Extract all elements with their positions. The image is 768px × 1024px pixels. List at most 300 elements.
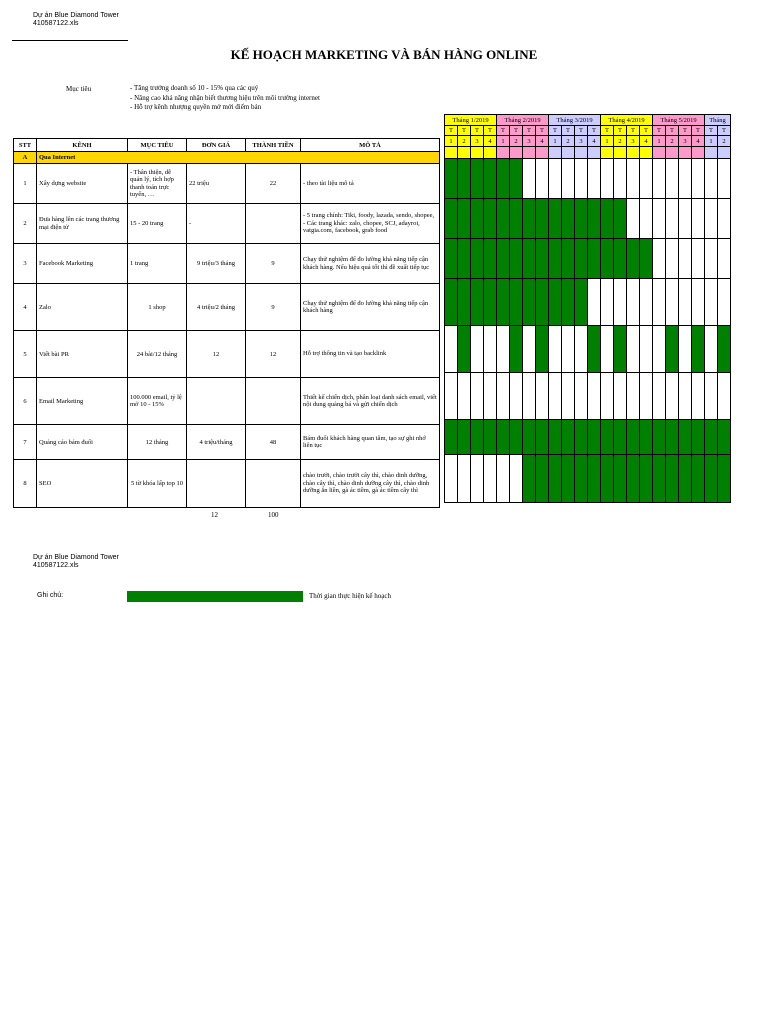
gantt-row: [445, 159, 731, 199]
gantt-week-letter: T: [653, 126, 666, 136]
gantt-week-letter: T: [575, 126, 588, 136]
gantt-week-letter: T: [692, 126, 705, 136]
gantt-week-letter: T: [458, 126, 471, 136]
gantt-cell: [718, 159, 731, 199]
file-name: 410587122.xls: [33, 562, 79, 569]
cell-kenh: Email Marketing: [37, 378, 128, 425]
gantt-section-cell: [523, 147, 536, 159]
page-title: KẾ HOẠCH MARKETING VÀ BÁN HÀNG ONLINE: [230, 47, 538, 62]
gantt-section-cell: [640, 147, 653, 159]
gantt-cell: [666, 239, 679, 279]
gantt-cell: [679, 279, 692, 326]
cell-thanh-tien: [246, 204, 301, 244]
gantt-cell: [601, 279, 614, 326]
cell-don-gia: [187, 460, 246, 508]
gantt-cell-active: [458, 239, 471, 279]
cell-kenh: Xây dựng website: [37, 164, 128, 204]
gantt-cell-active: [497, 279, 510, 326]
gantt-cell-active: [601, 455, 614, 503]
gantt-cell: [666, 199, 679, 239]
gantt-cell: [588, 159, 601, 199]
gantt-cell: [523, 159, 536, 199]
gantt-cell: [497, 455, 510, 503]
gantt-cell: [614, 373, 627, 420]
gantt-cell-active: [523, 199, 536, 239]
gantt-cell-active: [718, 326, 731, 373]
table-row: [14, 425, 440, 460]
gantt-row: [445, 199, 731, 239]
cell-mo-ta: Chạy thử nghiệm để đo lường khả năng tiếp cận khách hàng. Nếu hiệu quả tốt thì đề xuất tiếp tục: [301, 244, 440, 284]
col-thanh-tien: THÀNH TIỀN: [246, 139, 301, 152]
gantt-row: [445, 455, 731, 503]
gantt-letter-row: [445, 126, 731, 136]
gantt-cell: [575, 326, 588, 373]
gantt-cell-active: [497, 239, 510, 279]
cell-muc-tieu: 24 bài/12 tháng: [128, 331, 187, 378]
gantt-week-letter: T: [549, 126, 562, 136]
gantt-week-letter: T: [666, 126, 679, 136]
gantt-section-cell: [445, 147, 458, 159]
gantt-week-number: 4: [588, 136, 601, 147]
gantt-cell-active: [666, 420, 679, 455]
cell-don-gia: 12: [187, 331, 246, 378]
gantt-cell-active: [497, 199, 510, 239]
gantt-cell: [705, 239, 718, 279]
gantt-cell: [679, 373, 692, 420]
gantt-cell-active: [549, 199, 562, 239]
gantt-cell-active: [523, 420, 536, 455]
gantt-month-label: Tháng 1/2019: [445, 115, 497, 126]
gantt-week-number: 1: [601, 136, 614, 147]
table-row: [14, 244, 440, 284]
gantt-cell: [484, 373, 497, 420]
gantt-week-number: 3: [523, 136, 536, 147]
gantt-cell: [653, 239, 666, 279]
file-footer: [33, 554, 119, 570]
gantt-cell-active: [445, 239, 458, 279]
cell-muc-tieu: - Thân thiện, dễ quản lý, tích hợp thanh toán trực tuyến, …: [128, 164, 187, 204]
gantt-row: [445, 420, 731, 455]
cell-don-gia: 4 triệu/2 tháng: [187, 284, 246, 331]
cell-don-gia: 9 triệu/3 tháng: [187, 244, 246, 284]
gantt-cell-active: [458, 279, 471, 326]
gantt-week-number: 2: [666, 136, 679, 147]
project-name: Dự án Blue Diamond Tower: [33, 554, 119, 561]
cell-mo-ta: Bám đuổi khách hàng quan tâm, tạo sự ghi nhớ liên tục: [301, 425, 440, 460]
gantt-cell-active: [510, 239, 523, 279]
gantt-cell: [601, 159, 614, 199]
cell-stt: 4: [14, 284, 37, 331]
gantt-cell-active: [497, 420, 510, 455]
cell-stt: 5: [14, 331, 37, 378]
gantt-cell: [510, 373, 523, 420]
gantt-week-number: 1: [497, 136, 510, 147]
gantt-section-row: [445, 147, 731, 159]
gantt-cell-active: [471, 239, 484, 279]
gantt-cell-active: [614, 239, 627, 279]
gantt-cell: [445, 326, 458, 373]
gantt-cell: [575, 159, 588, 199]
header-rule: [12, 40, 128, 41]
cell-muc-tieu: 100.000 email, tỷ lệ mở 10 - 15%: [128, 378, 187, 425]
gantt-cell-active: [445, 420, 458, 455]
gantt-cell-active: [575, 420, 588, 455]
gantt-cell-active: [471, 420, 484, 455]
gantt-cell-active: [536, 420, 549, 455]
gantt-cell-active: [562, 279, 575, 326]
gantt-cell-active: [562, 199, 575, 239]
gantt-cell: [640, 373, 653, 420]
gantt-cell: [679, 159, 692, 199]
gantt-month-label: Tháng 5/2019: [653, 115, 705, 126]
cell-mo-ta: - 5 trang chính: Tiki, foody, lazada, sendo, shopee, - Các trang khác: zalo, chopee, SCJ, adayroi, vatgia.com, facebook, grab food: [301, 204, 440, 244]
cell-don-gia: [187, 378, 246, 425]
gantt-cell: [653, 279, 666, 326]
gantt-cell-active: [601, 420, 614, 455]
gantt-week-number: 3: [575, 136, 588, 147]
cell-thanh-tien: 48: [246, 425, 301, 460]
gantt-cell: [692, 279, 705, 326]
gantt-week-letter: T: [484, 126, 497, 136]
gantt-section-cell: [614, 147, 627, 159]
gantt-month-label: Tháng 2/2019: [497, 115, 549, 126]
gantt-cell-active: [601, 199, 614, 239]
cell-kenh: Zalo: [37, 284, 128, 331]
gantt-week-letter: T: [536, 126, 549, 136]
gantt-cell-active: [588, 199, 601, 239]
gantt-week-number: 4: [484, 136, 497, 147]
gantt-cell-active: [588, 455, 601, 503]
table-row: [14, 331, 440, 378]
gantt-cell-active: [458, 159, 471, 199]
objective-item: - Nâng cao khả năng nhận biết thương hiệu trên môi trường internet: [130, 93, 320, 102]
cell-don-gia: -: [187, 204, 246, 244]
gantt-cell-active: [458, 326, 471, 373]
cell-thanh-tien: [246, 460, 301, 508]
cell-kenh: Viết bài PR: [37, 331, 128, 378]
gantt-week-letter: T: [523, 126, 536, 136]
gantt-cell-active: [510, 420, 523, 455]
gantt-week-letter: T: [614, 126, 627, 136]
gantt-week-number: 3: [679, 136, 692, 147]
legend-text: Thời gian thực hiện kế hoạch: [309, 592, 391, 600]
gantt-cell-active: [614, 420, 627, 455]
cell-kenh: Facebook Marketing: [37, 244, 128, 284]
gantt-cell: [523, 373, 536, 420]
gantt-cell-active: [458, 420, 471, 455]
gantt-cell: [588, 373, 601, 420]
cell-don-gia: 22 triệu: [187, 164, 246, 204]
table-row: [14, 204, 440, 244]
gantt-cell-active: [575, 239, 588, 279]
gantt-section-cell: [458, 147, 471, 159]
gantt-cell: [614, 159, 627, 199]
gantt-cell-active: [692, 326, 705, 373]
gantt-section-cell: [692, 147, 705, 159]
gantt-cell-active: [536, 239, 549, 279]
gantt-cell-active: [523, 239, 536, 279]
gantt-week-letter: T: [705, 126, 718, 136]
gantt-cell-active: [679, 455, 692, 503]
gantt-cell-active: [549, 239, 562, 279]
gantt-week-number: 1: [549, 136, 562, 147]
gantt-cell: [471, 455, 484, 503]
gantt-cell-active: [705, 420, 718, 455]
gantt-chart: [444, 114, 768, 503]
gantt-section-cell: [666, 147, 679, 159]
gantt-cell-active: [458, 199, 471, 239]
gantt-month-label: Tháng 4/2019: [601, 115, 653, 126]
gantt-cell: [653, 199, 666, 239]
gantt-cell-active: [588, 420, 601, 455]
gantt-cell: [536, 373, 549, 420]
gantt-cell: [705, 159, 718, 199]
cell-muc-tieu: 5 từ khóa lấp top 10: [128, 460, 187, 508]
cell-muc-tieu: 15 - 20 trang: [128, 204, 187, 244]
gantt-section-cell: [549, 147, 562, 159]
gantt-cell-active: [484, 159, 497, 199]
gantt-cell: [679, 239, 692, 279]
plan-table: [13, 138, 440, 508]
gantt-section-cell: [601, 147, 614, 159]
gantt-cell-active: [692, 420, 705, 455]
gantt-cell-active: [588, 239, 601, 279]
gantt-section-cell: [471, 147, 484, 159]
gantt-week-number: 4: [536, 136, 549, 147]
gantt-section-cell: [679, 147, 692, 159]
cell-stt: 6: [14, 378, 37, 425]
cell-thanh-tien: [246, 378, 301, 425]
gantt-cell-active: [575, 455, 588, 503]
gantt-cell-active: [549, 279, 562, 326]
cell-muc-tieu: 1 shop: [128, 284, 187, 331]
cell-stt: 7: [14, 425, 37, 460]
gantt-cell: [627, 199, 640, 239]
gantt-week-row: [445, 136, 731, 147]
gantt-cell-active: [640, 239, 653, 279]
cell-kenh: Quảng cáo bám đuổi: [37, 425, 128, 460]
gantt-cell: [653, 159, 666, 199]
gantt-cell-active: [510, 159, 523, 199]
gantt-cell-active: [666, 455, 679, 503]
gantt-cell: [705, 326, 718, 373]
gantt-cell: [640, 279, 653, 326]
gantt-section-cell: [497, 147, 510, 159]
gantt-cell: [458, 373, 471, 420]
gantt-section-cell: [627, 147, 640, 159]
gantt-cell-active: [653, 420, 666, 455]
col-don-gia: ĐƠN GIÁ: [187, 139, 246, 152]
cell-thanh-tien: 9: [246, 284, 301, 331]
gantt-cell: [484, 455, 497, 503]
gantt-cell-active: [445, 279, 458, 326]
gantt-section-cell: [536, 147, 549, 159]
cell-don-gia: 4 triệu/tháng: [187, 425, 246, 460]
gantt-cell: [705, 373, 718, 420]
cell-mo-ta: Hỗ trợ thông tin và tạo backlink: [301, 331, 440, 378]
gantt-week-letter: T: [562, 126, 575, 136]
gantt-cell-active: [588, 326, 601, 373]
section-name: Qua Internet: [37, 152, 440, 164]
gantt-cell: [458, 455, 471, 503]
gantt-week-number: 3: [471, 136, 484, 147]
gantt-week-number: 2: [510, 136, 523, 147]
gantt-cell: [497, 373, 510, 420]
cell-kenh: SEO: [37, 460, 128, 508]
gantt-cell: [575, 373, 588, 420]
gantt-cell-active: [484, 199, 497, 239]
gantt-week-number: 2: [562, 136, 575, 147]
gantt-cell-active: [614, 455, 627, 503]
gantt-cell-active: [666, 326, 679, 373]
gantt-cell: [640, 159, 653, 199]
cell-mo-ta: - theo tài liệu mô tả: [301, 164, 440, 204]
gantt-week-letter: T: [718, 126, 731, 136]
gantt-week-letter: T: [640, 126, 653, 136]
cell-mo-ta: Thiết kế chiến dịch, phân loại danh sách email, viết nội dung quảng bá và gửi chiến dịch: [301, 378, 440, 425]
table-header-row: [14, 139, 440, 152]
gantt-cell: [692, 373, 705, 420]
gantt-cell: [445, 455, 458, 503]
gantt-cell-active: [718, 420, 731, 455]
gantt-cell: [679, 199, 692, 239]
gantt-week-number: 2: [614, 136, 627, 147]
cell-muc-tieu: 1 trang: [128, 244, 187, 284]
gantt-week-number: 3: [627, 136, 640, 147]
gantt-month-row: [445, 115, 731, 126]
gantt-week-number: 2: [718, 136, 731, 147]
gantt-cell: [549, 373, 562, 420]
gantt-cell-active: [523, 455, 536, 503]
gantt-cell: [705, 199, 718, 239]
cell-stt: 2: [14, 204, 37, 244]
gantt-cell: [471, 326, 484, 373]
gantt-cell: [692, 159, 705, 199]
total-thanh-tien: 100: [268, 511, 279, 519]
gantt-cell: [471, 373, 484, 420]
gantt-cell-active: [705, 455, 718, 503]
gantt-cell-active: [614, 326, 627, 373]
gantt-cell-active: [562, 420, 575, 455]
gantt-cell-active: [536, 199, 549, 239]
cell-stt: 1: [14, 164, 37, 204]
gantt-cell-active: [445, 199, 458, 239]
section-row: [14, 152, 440, 164]
gantt-cell-active: [484, 420, 497, 455]
gantt-cell-active: [549, 420, 562, 455]
gantt-cell: [692, 199, 705, 239]
gantt-cell: [588, 279, 601, 326]
gantt-cell-active: [692, 455, 705, 503]
gantt-week-letter: T: [510, 126, 523, 136]
table-row: [14, 378, 440, 425]
gantt-cell: [484, 326, 497, 373]
gantt-cell: [627, 326, 640, 373]
gantt-cell-active: [471, 199, 484, 239]
gantt-section-cell: [510, 147, 523, 159]
gantt-cell-active: [562, 239, 575, 279]
gantt-section-cell: [562, 147, 575, 159]
gantt-cell-active: [510, 279, 523, 326]
gantt-cell-active: [640, 455, 653, 503]
gantt-cell: [640, 326, 653, 373]
gantt-table: [444, 114, 731, 503]
file-name: 410587122.xls: [33, 20, 79, 27]
gantt-cell: [523, 326, 536, 373]
cell-stt: 8: [14, 460, 37, 508]
gantt-cell-active: [718, 455, 731, 503]
gantt-week-number: 4: [640, 136, 653, 147]
gantt-cell-active: [497, 159, 510, 199]
gantt-row: [445, 373, 731, 420]
gantt-cell: [666, 373, 679, 420]
gantt-cell-active: [510, 199, 523, 239]
gantt-cell-active: [471, 159, 484, 199]
gantt-cell: [640, 199, 653, 239]
gantt-row: [445, 279, 731, 326]
gantt-week-number: 1: [653, 136, 666, 147]
gantt-cell: [562, 159, 575, 199]
gantt-cell-active: [614, 199, 627, 239]
objectives-list: [130, 84, 320, 113]
gantt-month-label: Tháng: [705, 115, 731, 126]
gantt-cell-active: [562, 455, 575, 503]
gantt-cell: [627, 373, 640, 420]
gantt-cell: [718, 279, 731, 326]
table-row: [14, 460, 440, 508]
col-muc-tieu: MỤC TIÊU: [128, 139, 187, 152]
gantt-cell: [705, 279, 718, 326]
gantt-cell-active: [601, 239, 614, 279]
cell-thanh-tien: 22: [246, 164, 301, 204]
gantt-cell: [536, 159, 549, 199]
gantt-section-cell: [653, 147, 666, 159]
objective-item: - Hỗ trợ kênh nhượng quyền mở mới điểm bán: [130, 103, 262, 111]
total-don-gia: 12: [211, 511, 218, 519]
gantt-cell-active: [627, 239, 640, 279]
objective-item: - Tăng trưởng doanh số 10 - 15% qua các quý: [130, 84, 259, 92]
gantt-cell: [562, 326, 575, 373]
gantt-week-letter: T: [471, 126, 484, 136]
gantt-cell: [497, 326, 510, 373]
cell-mo-ta: chào trưởi, chào trưởi cây thì, chào dinh dưỡng, chào cây thì, chào dinh dưỡng cây thì, chào dinh dưỡng ăn liền, gà ác tiềm, gà ác tiềm cây thì: [301, 460, 440, 508]
gantt-cell-active: [627, 455, 640, 503]
cell-thanh-tien: 12: [246, 331, 301, 378]
legend-label: Ghi chú:: [37, 592, 64, 599]
gantt-cell-active: [536, 279, 549, 326]
gantt-week-letter: T: [445, 126, 458, 136]
gantt-cell: [666, 279, 679, 326]
gantt-section-cell: [588, 147, 601, 159]
gantt-cell: [692, 239, 705, 279]
gantt-cell-active: [627, 420, 640, 455]
section-code: A: [14, 152, 37, 164]
gantt-cell: [614, 279, 627, 326]
table-row: [14, 164, 440, 204]
gantt-week-number: 1: [705, 136, 718, 147]
gantt-section-cell: [484, 147, 497, 159]
gantt-row: [445, 326, 731, 373]
gantt-cell: [718, 239, 731, 279]
gantt-cell-active: [536, 326, 549, 373]
gantt-cell: [679, 326, 692, 373]
gantt-cell: [653, 373, 666, 420]
gantt-cell: [562, 373, 575, 420]
cell-mo-ta: Chạy thử nghiệm để đo lường khả năng tiếp cận khách hàng: [301, 284, 440, 331]
table-row: [14, 284, 440, 331]
gantt-cell-active: [575, 279, 588, 326]
gantt-cell: [627, 279, 640, 326]
